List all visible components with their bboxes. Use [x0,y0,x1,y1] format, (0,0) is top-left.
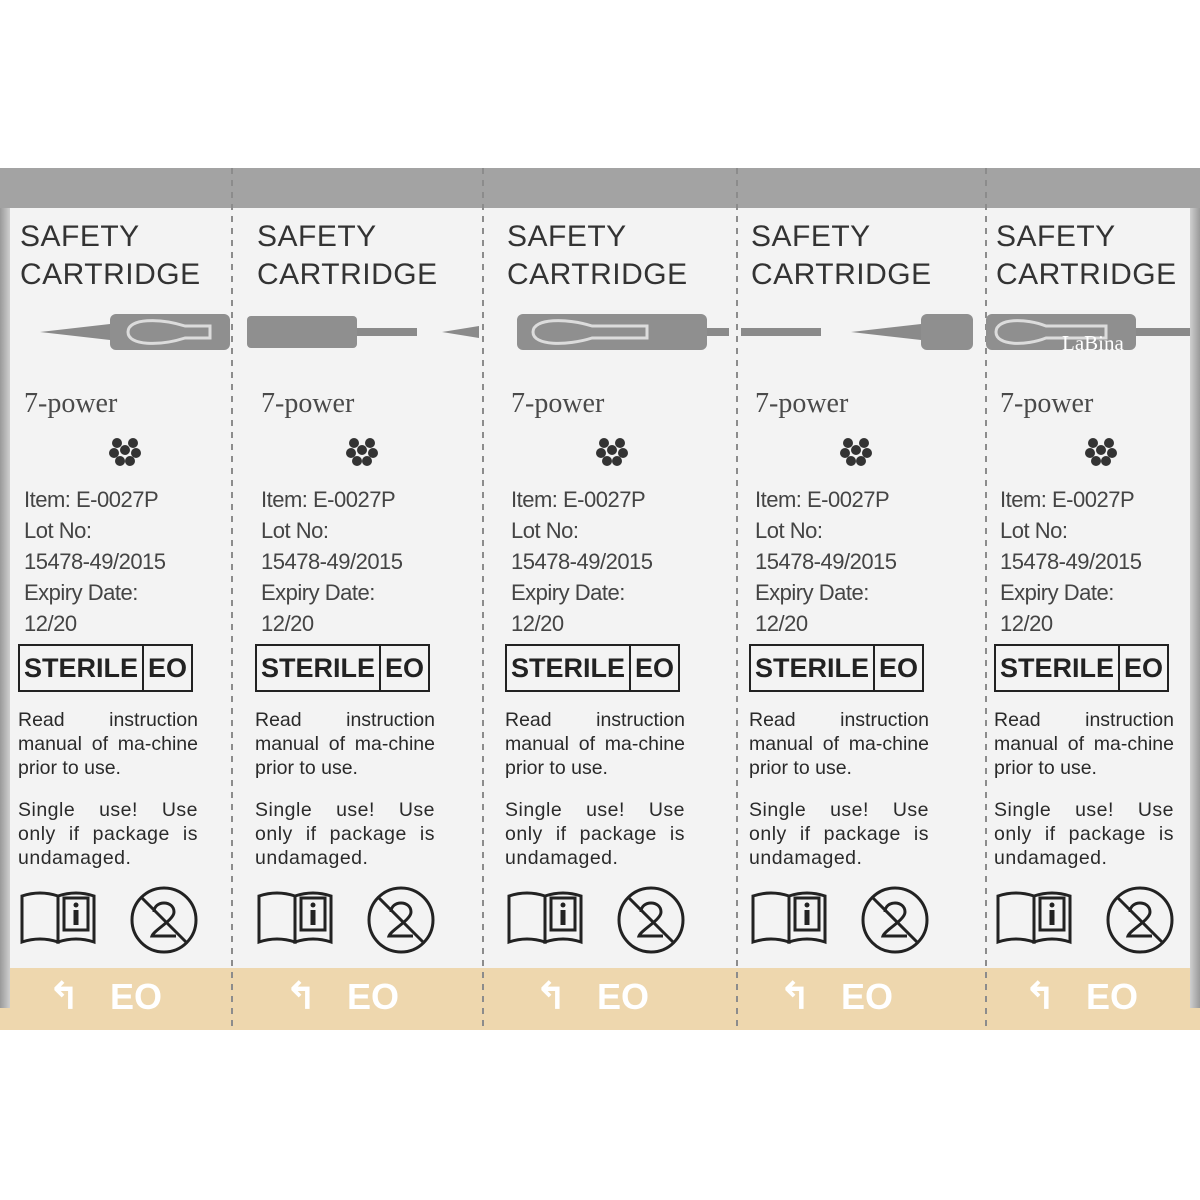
peel-strip-label: EO [597,976,650,1017]
single-use-note: Single use! Use only if package is undamaged. [994,799,1174,869]
consult-instructions-icon [505,888,585,946]
title-line-1: SAFETY [257,220,377,253]
batch-info [755,484,897,639]
sterile-method: EO [879,653,919,683]
instruction-note: Read instruction manual of ma-chine prior to use. [18,709,198,779]
sterile-method: EO [635,653,675,683]
product-title [751,218,932,294]
item-number: Item: E-0027P [1000,487,1135,512]
peel-strip [741,968,973,1030]
peel-strip-label: EO [347,976,400,1017]
right-edge-shadow [1190,208,1200,1008]
single-use-note: Single use! Use only if package is undamaged. [255,799,435,869]
needle-grouping-icon [836,430,876,470]
lot-label: Lot No: [1000,518,1068,543]
instruction-note: Read instruction manual of ma-chine prior to use. [749,709,929,779]
peel-strip [247,968,479,1030]
sterile-eo-box [749,644,924,692]
lot-value: 15478-49/2015 [511,549,653,574]
product-title [257,218,438,294]
title-line-1: SAFETY [20,220,140,253]
lot-label: Lot No: [24,518,92,543]
peel-strip [497,968,729,1030]
sterile-label: STERILE [20,646,144,690]
peel-strip-label: EO [110,976,163,1017]
lot-value: 15478-49/2015 [24,549,166,574]
perforation-line [736,168,738,1030]
peel-arrow-icon: ↰ [1024,976,1056,1018]
product-title [507,218,688,294]
sterile-label: STERILE [507,646,631,690]
item-number: Item: E-0027P [511,487,646,512]
single-use-note: Single use! Use only if package is undamaged. [749,799,929,869]
batch-info [261,484,403,639]
sterile-eo-box [994,644,1169,692]
title-line-1: SAFETY [996,220,1116,253]
title-line-2: CARTRIDGE [507,258,688,291]
needle-config: 7-power [755,388,849,419]
item-number: Item: E-0027P [261,487,396,512]
lot-label: Lot No: [511,518,579,543]
do-not-reuse-icon [128,884,200,956]
expiry-label: Expiry Date: [755,580,869,605]
cartridge-needle-icon [247,306,479,356]
single-use-note: Single use! Use only if package is undamaged. [18,799,198,869]
peel-strip [10,968,242,1030]
lot-label: Lot No: [755,518,823,543]
expiry-label: Expiry Date: [511,580,625,605]
cartridge-sheet [0,168,1200,1030]
perforation-line [482,168,484,1030]
do-not-reuse-icon [615,884,687,956]
needle-grouping-icon [105,430,145,470]
product-title [996,218,1177,294]
title-line-2: CARTRIDGE [20,258,201,291]
cartridge-panel-1 [10,208,242,968]
left-edge-shadow [0,208,10,1008]
expiry-value: 12/20 [261,611,314,636]
brand-watermark: LaBina [1062,331,1124,355]
do-not-reuse-icon [859,884,931,956]
cartridge-panel-3 [497,208,729,968]
instruction-note: Read instruction manual of ma-chine prior to use. [994,709,1174,779]
expiry-label: Expiry Date: [261,580,375,605]
title-line-2: CARTRIDGE [257,258,438,291]
product-title [20,218,201,294]
item-number: Item: E-0027P [755,487,890,512]
sterile-label: STERILE [257,646,381,690]
peel-strip [986,968,1190,1030]
sterile-label: STERILE [996,646,1120,690]
needle-grouping-icon [1081,430,1121,470]
sterile-method: EO [1124,653,1164,683]
peel-strip-label: EO [841,976,894,1017]
title-line-1: SAFETY [751,220,871,253]
sterile-method: EO [385,653,425,683]
lot-value: 15478-49/2015 [261,549,403,574]
consult-instructions-icon [255,888,335,946]
lot-label: Lot No: [261,518,329,543]
needle-config: 7-power [24,388,118,419]
sterile-label: STERILE [751,646,875,690]
instruction-note: Read instruction manual of ma-chine prior to use. [505,709,685,779]
sterile-eo-box [505,644,680,692]
sterile-eo-box [18,644,193,692]
batch-info [511,484,653,639]
cartridge-panel-5 [986,208,1190,968]
sterile-method: EO [148,653,188,683]
needle-grouping-icon [592,430,632,470]
peel-arrow-icon: ↰ [535,976,567,1018]
cartridge-panel-2 [247,208,479,968]
lot-value: 15478-49/2015 [1000,549,1142,574]
consult-instructions-icon [994,888,1074,946]
batch-info [24,484,166,639]
needle-config: 7-power [1000,388,1094,419]
title-line-2: CARTRIDGE [751,258,932,291]
title-line-1: SAFETY [507,220,627,253]
cartridge-needle-icon [10,306,242,356]
sterile-eo-box [255,644,430,692]
expiry-label: Expiry Date: [24,580,138,605]
cartridge-panel-4 [741,208,973,968]
needle-grouping-icon [342,430,382,470]
title-line-2: CARTRIDGE [996,258,1177,291]
top-gray-band [0,168,1200,208]
item-number: Item: E-0027P [24,487,159,512]
peel-arrow-icon: ↰ [285,976,317,1018]
peel-strip-label: EO [1086,976,1139,1017]
peel-arrow-icon: ↰ [48,976,80,1018]
lot-value: 15478-49/2015 [755,549,897,574]
expiry-value: 12/20 [1000,611,1053,636]
consult-instructions-icon [749,888,829,946]
do-not-reuse-icon [1104,884,1176,956]
cartridge-needle-icon [741,306,973,356]
expiry-label: Expiry Date: [1000,580,1114,605]
expiry-value: 12/20 [511,611,564,636]
expiry-value: 12/20 [24,611,77,636]
expiry-value: 12/20 [755,611,808,636]
needle-config: 7-power [511,388,605,419]
cartridge-needle-icon [497,306,729,356]
instruction-note: Read instruction manual of ma-chine prior to use. [255,709,435,779]
peel-arrow-icon: ↰ [779,976,811,1018]
single-use-note: Single use! Use only if package is undamaged. [505,799,685,869]
do-not-reuse-icon [365,884,437,956]
batch-info [1000,484,1142,639]
needle-config: 7-power [261,388,355,419]
consult-instructions-icon [18,888,98,946]
